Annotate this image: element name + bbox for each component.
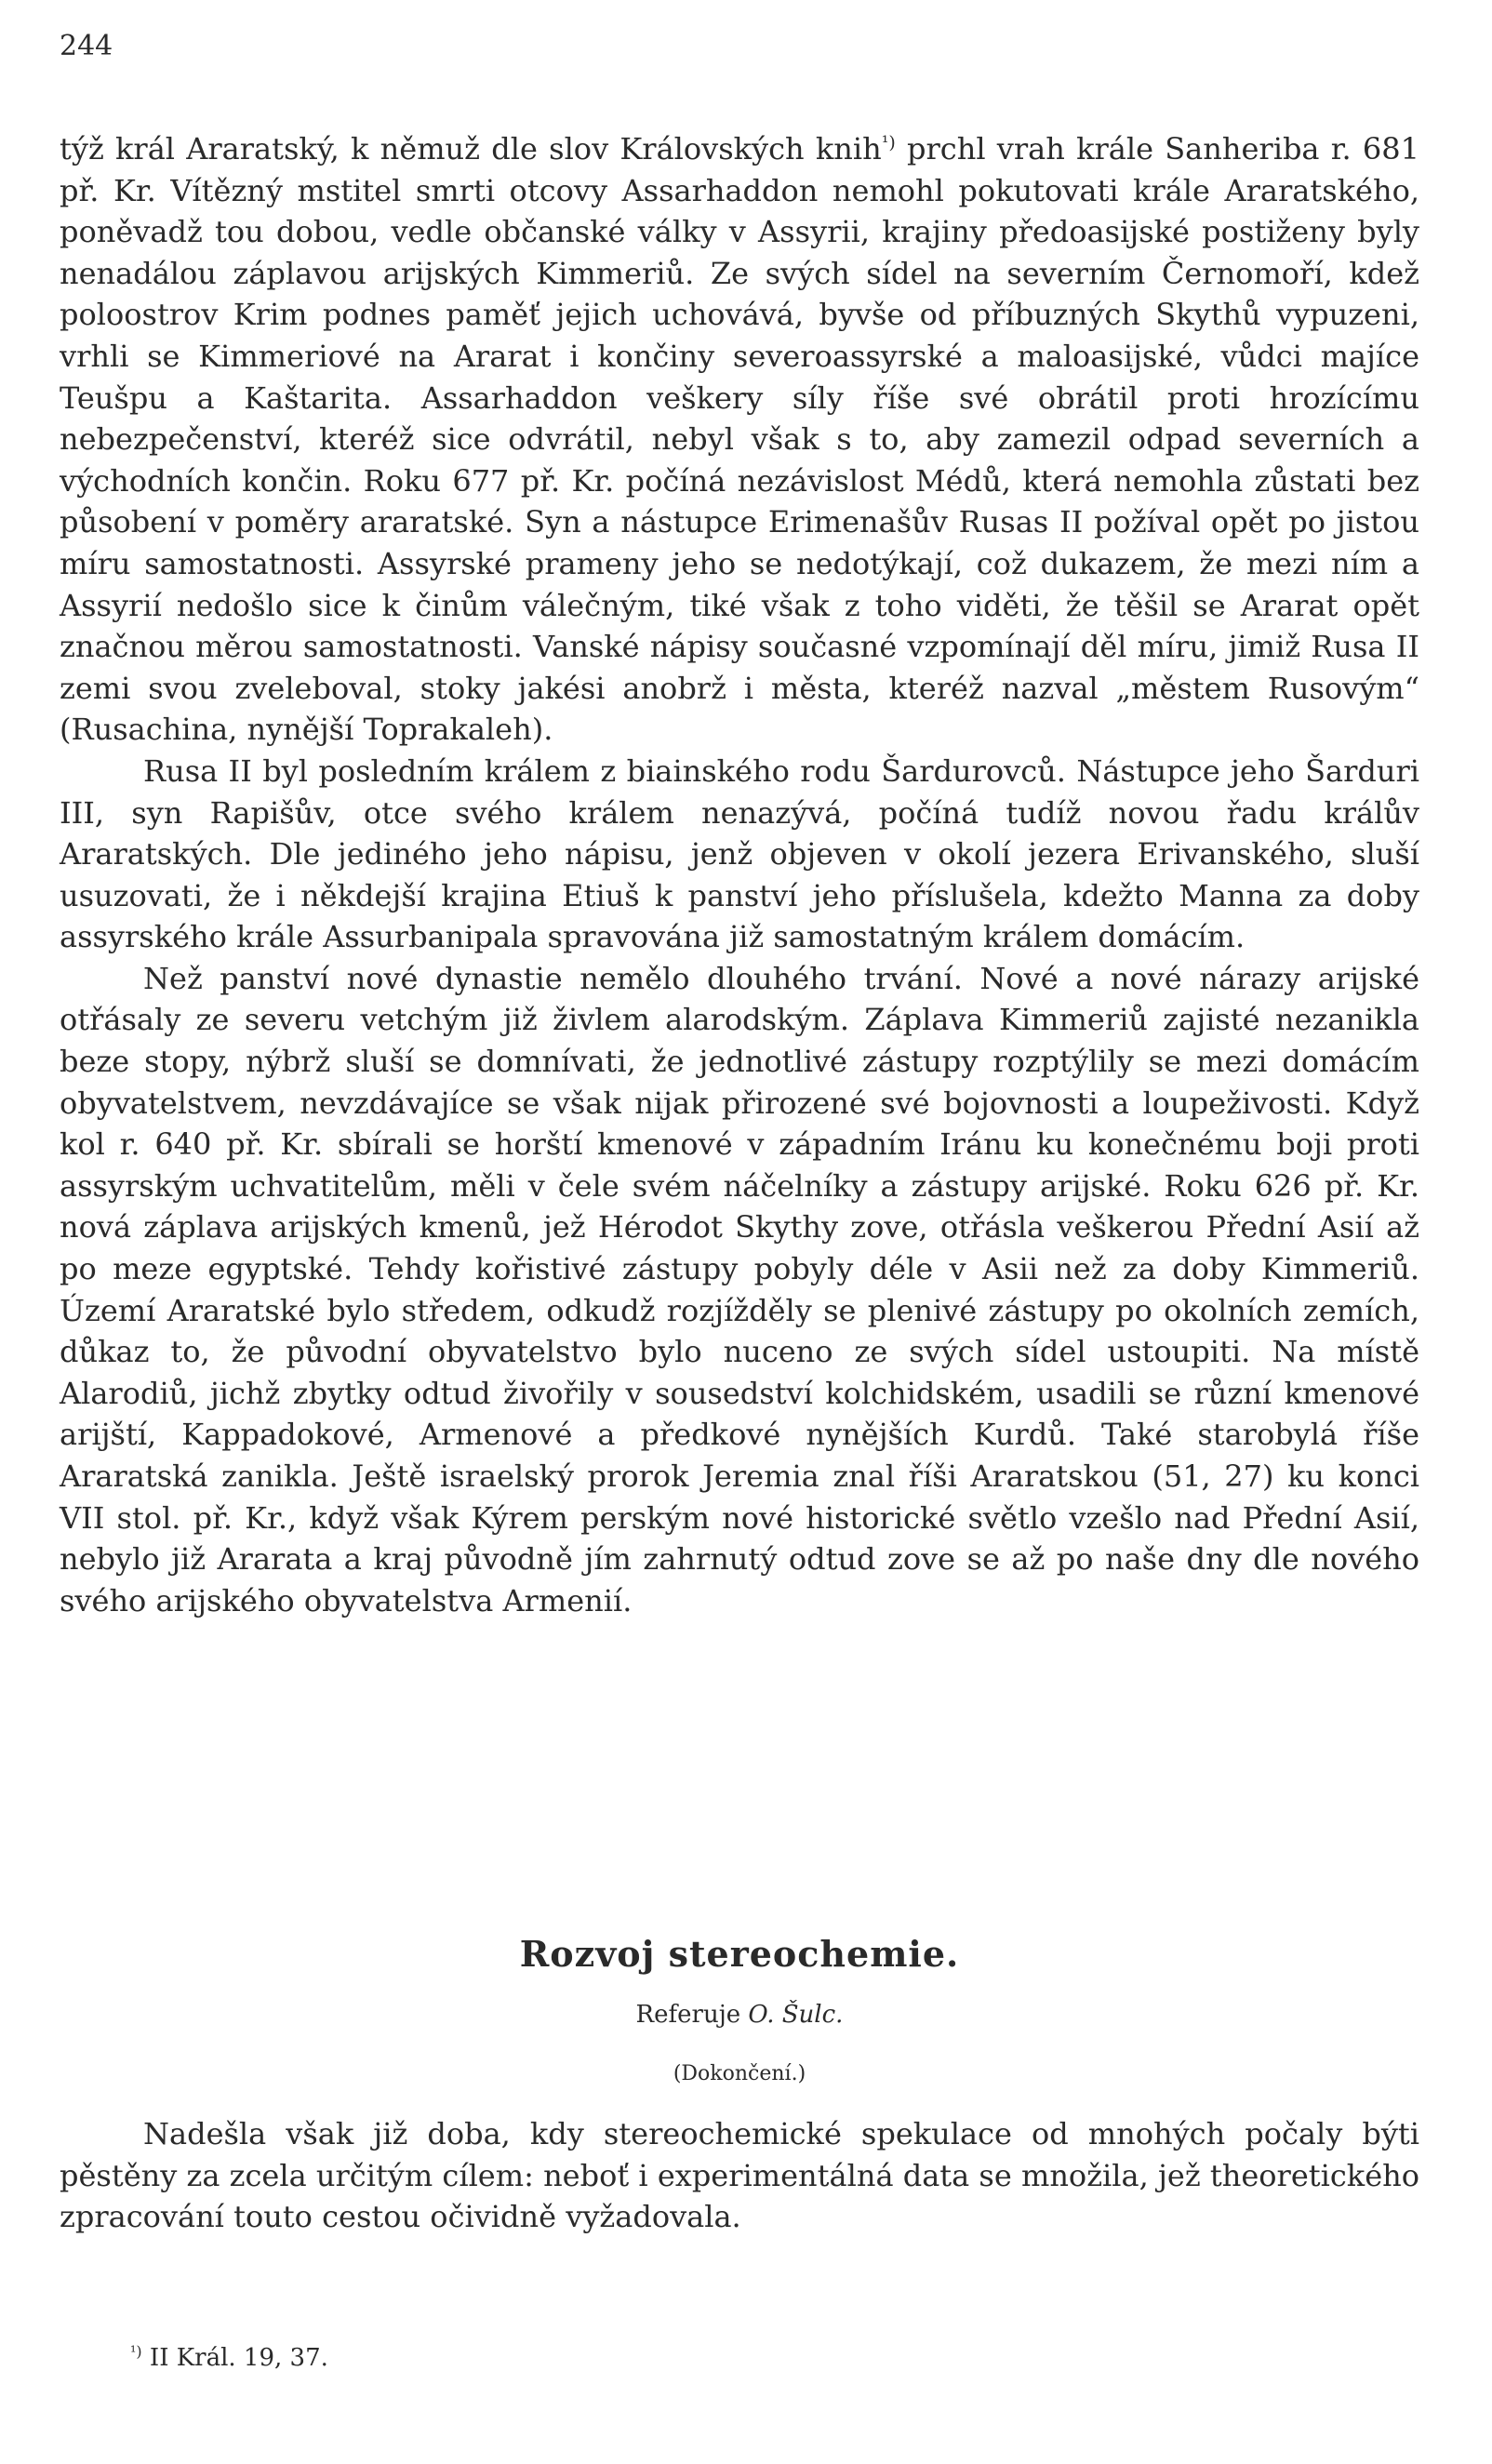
section-title: Rozvoj stereochemie. (519, 1933, 960, 1975)
footnote-text: II Král. 19, 37. (141, 2344, 328, 2372)
body-text (60, 128, 1419, 1621)
section-body (60, 2113, 1419, 2238)
footnote-mark: ¹) (130, 2342, 142, 2361)
author-line (60, 2001, 1419, 2029)
paragraph-1-text-cont: prchl vrah krále Sanheriba r. 681 př. Kr. Vítězný mstitel smrti otcovy Assarhaddon nemohl pokutovati krále Araratského, poněvadž tou dobou, vedle občanské války v Assyrii, krajiny předoasijské postiženy byly nenadálou záplavou arijských Kimmeriů. Ze svých sídel na severním Černomoří, kdež poloostrov Krim podnes paměť jejich uchovává, byvše od příbuzných Skythů vypuzeni, vrhli se Kimmeriové na Ararat i končiny severoassyrské a maloasijské, vůdci majíce Teušpu a Kaštarita. Assarhaddon veškery síly říše své obrátil proti hrozícímu nebezpečenství, kteréž sice odvrátil, nebyl však s to, aby zamezil odpad severních a východních končin. Roku 677 př. Kr. počíná nezávislost Médů, která nemohla zůstati bez působení v poměry araratské. Syn a nástupce Erimenašův Rusas II požíval opět po jistou míru samostatnosti. Assyrské prameny jeho se nedotýkají, což dukazem, že mezi ním a Assyrií nedošlo sice k činům válečným, tiké však z toho viděti, že těšil se Ararat opět značnou měrou samostatnosti. Vanské nápisy současné vzpomínají děl míru, jimiž Rusa II zemi svou zveleboval, stoky jakési anobrž i města, kteréž nazval „městem Rusovým“ (Rusachina, nynější Toprakaleh). (60, 131, 1419, 748)
paragraph-1 (60, 128, 1419, 751)
article-section (60, 1933, 1419, 2238)
footnote-reference: ¹) (881, 132, 896, 153)
paragraph-3: Než panství nové dynastie nemělo dlouhého trvání. Nové a nové nárazy arijské otřásaly ze severu vetchým již živlem alarodským. Záplava Kimmeriů zajisté nezanikla beze stopy, nýbrž sluší se domnívati, že jednotlivé zástupy rozptýlily se mezi domácím obyvatelstvem, nevzdávajíce se však nijak přirozené své bojovnosti a loupeživosti. Když kol r. 640 př. Kr. sbírali se horští kmenové v západním Iránu ku konečnému boji proti assyrským uchvatitelům, měli v čele svém náčelníky a zástupy arijské. Roku 626 př. Kr. nová záplava arijských kmenů, jež Hérodot Skythy zove, otřásla veškerou Přední Asií až po meze egyptské. Tehdy kořistivé zástupy pobyly déle v Asii než za doby Kimmeriů. Území Araratské bylo středem, odkudž rozjížděly se plenivé zástupy po okolních zemích, důkaz to, že původní obyvatelstvo bylo nuceno ze svých sídel ustoupiti. Na místě Alarodiů, jichž zbytky odtud živořily v sousedství kolchidském, usadili se různí kmenové arijští, Kappadokové, Armenové a předkové nynějších Kurdů. Také starobylá říše Araratská zanikla. Ještě israelský prorok Jeremia znal říši Araratskou (51, 27) ku konci VII stol. př. Kr., když však Kýrem perským nové historické světlo vzešlo nad Přední Asií, nebylo již Ararata a kraj původně jím zahrnutý odtud zove se až po naše dny dle nového svého arijského obyvatelstva Armenií. (60, 960, 1419, 1618)
continued-note: (Dokončení.) (673, 2062, 806, 2085)
referuje-label: Referuje (635, 2001, 741, 2029)
section-paragraph: Nadešla však již doba, kdy stereochemické spekulace od mnohých počaly býti pěstěny za zcela určitým cílem: neboť i experimentálná data se množila, jež theoretického zpracování touto cestou očividně vyžadovala. (60, 2116, 1419, 2235)
footnote (130, 2344, 328, 2372)
page-number: 244 (60, 30, 113, 62)
paragraph-1-text: týž král Araratský, k němuž dle slov Královských knih (60, 131, 882, 166)
paragraph-2: Rusa II byl posledním králem z biainského rodu Šardurovců. Nástupce jeho Šarduri III, syn Rapišův, otce svého králem nenazývá, počíná tudíž novou řadu králův Araratských. Dle jediného jeho nápisu, jenž objeven v okolí jezera Erivanského, sluší usuzovati, že i někdejší krajina Etiuš k panství jeho příslušela, kdežto Manna za doby assyrského krále Assurbanipala spravována již samostatným králem domácím. (60, 753, 1419, 955)
author-name: O. Šulc. (748, 2001, 844, 2029)
